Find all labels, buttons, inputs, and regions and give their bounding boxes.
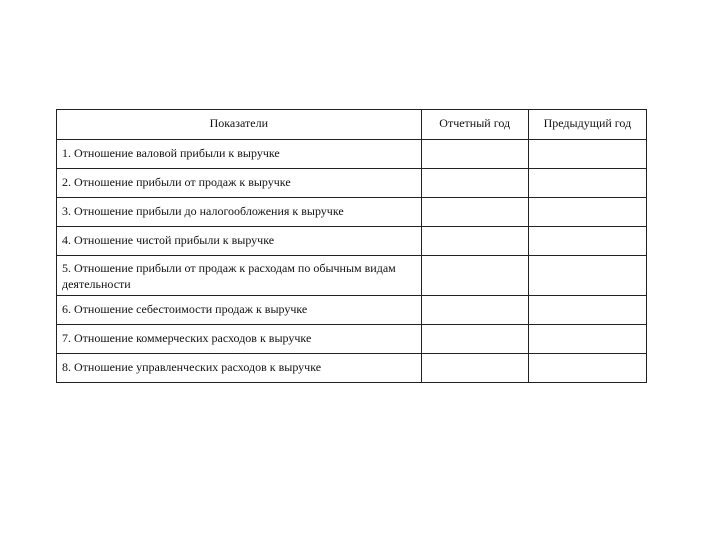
current-year-cell xyxy=(421,140,528,169)
row-label: 8. Отношение управленческих расходов к выручке xyxy=(57,354,422,383)
table-row xyxy=(57,198,647,227)
header-previous-year: Предыдущий год xyxy=(528,110,646,140)
previous-year-cell xyxy=(528,169,646,198)
previous-year-cell xyxy=(528,354,646,383)
current-year-cell xyxy=(421,256,528,296)
previous-year-cell xyxy=(528,325,646,354)
table-row xyxy=(57,256,647,296)
previous-year-cell xyxy=(528,198,646,227)
current-year-cell xyxy=(421,227,528,256)
current-year-cell xyxy=(421,198,528,227)
table-row xyxy=(57,169,647,198)
table-row xyxy=(57,325,647,354)
row-label: 7. Отношение коммерческих расходов к выручке xyxy=(57,325,422,354)
row-label: 3. Отношение прибыли до налогообложения к выручке xyxy=(57,198,422,227)
current-year-cell xyxy=(421,354,528,383)
row-label: 5. Отношение прибыли от продаж к расходам по обычным видам деятельности xyxy=(57,256,422,296)
table-row xyxy=(57,140,647,169)
table-row xyxy=(57,227,647,256)
table-row xyxy=(57,296,647,325)
row-label: 1. Отношение валовой прибыли к выручке xyxy=(57,140,422,169)
header-current-year: Отчетный год xyxy=(421,110,528,140)
previous-year-cell xyxy=(528,140,646,169)
previous-year-cell xyxy=(528,296,646,325)
current-year-cell xyxy=(421,296,528,325)
previous-year-cell xyxy=(528,256,646,296)
table-header-row xyxy=(57,110,647,140)
current-year-cell xyxy=(421,325,528,354)
row-label: 2. Отношение прибыли от продаж к выручке xyxy=(57,169,422,198)
table-row xyxy=(57,354,647,383)
previous-year-cell xyxy=(528,227,646,256)
ratios-table xyxy=(56,109,647,383)
row-label: 6. Отношение себестоимости продаж к выручке xyxy=(57,296,422,325)
current-year-cell xyxy=(421,169,528,198)
header-indicators: Показатели xyxy=(57,110,422,140)
row-label: 4. Отношение чистой прибыли к выручке xyxy=(57,227,422,256)
